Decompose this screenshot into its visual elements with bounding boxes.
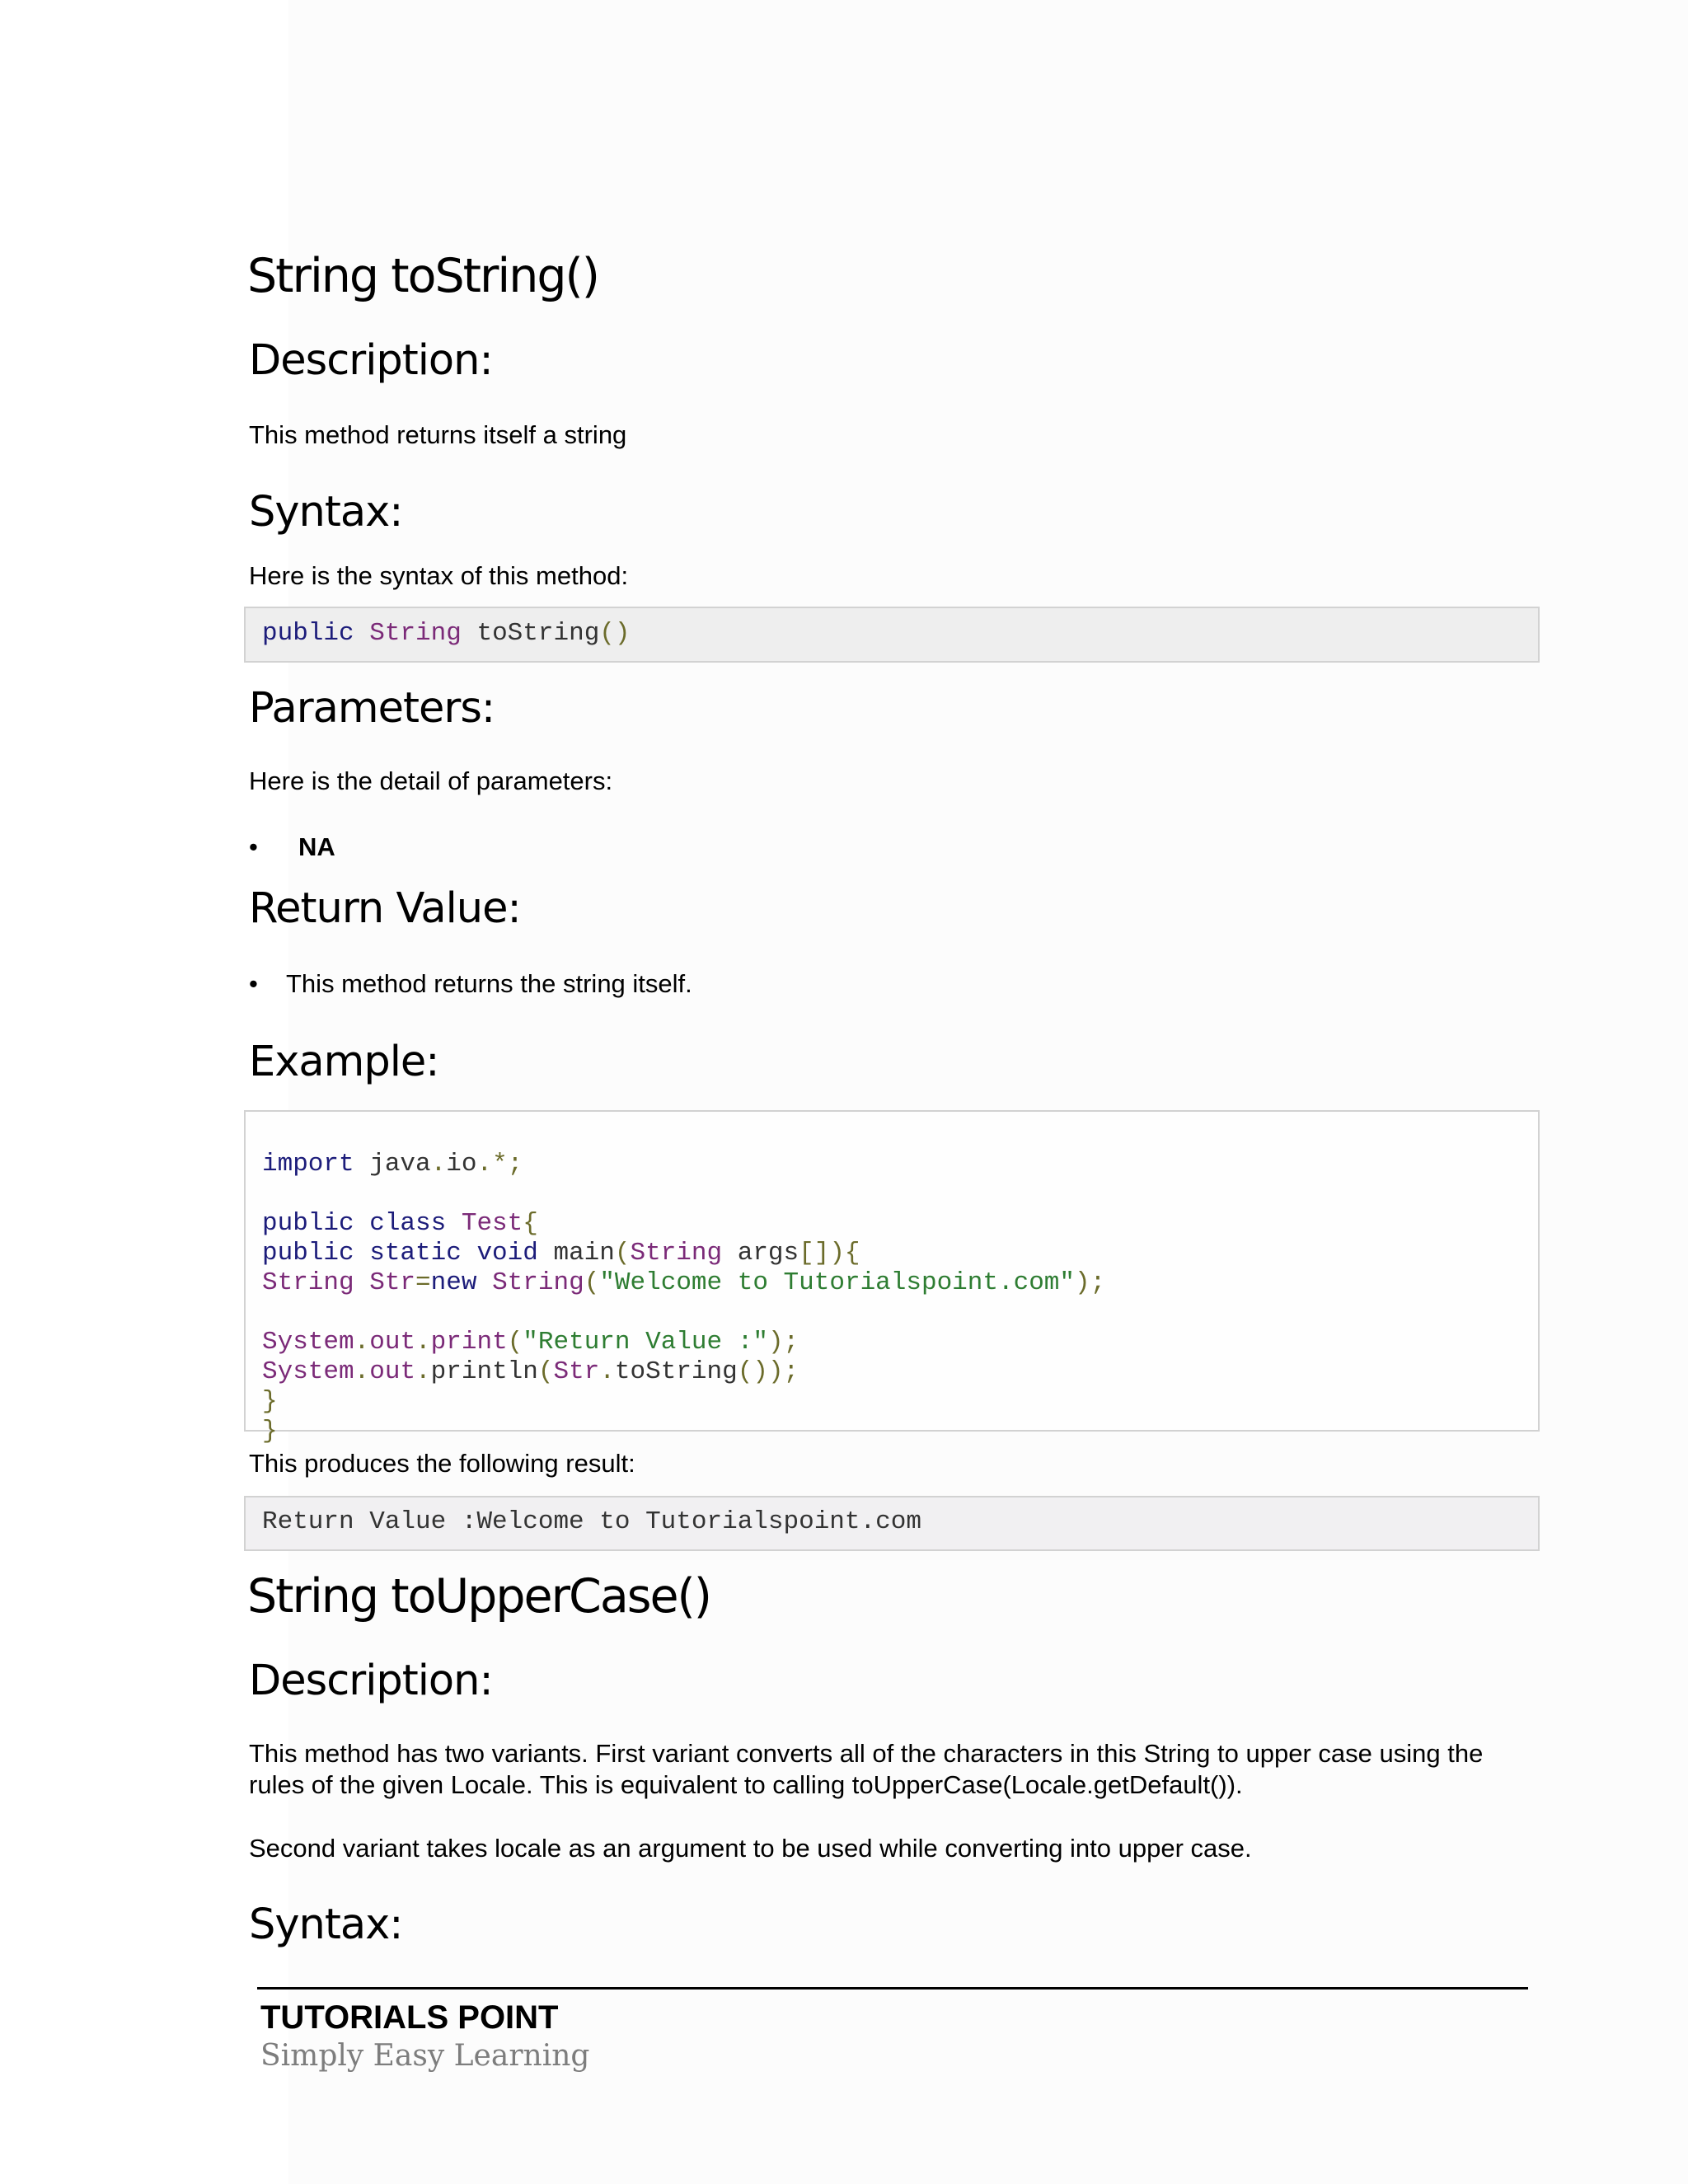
code-token: import: [262, 1150, 354, 1179]
code-token: print: [430, 1328, 508, 1357]
code-token: Str: [354, 1268, 416, 1297]
code-token: System: [262, 1357, 354, 1386]
code-token: );: [1075, 1268, 1106, 1297]
code-token: Test: [446, 1209, 523, 1238]
code-token: main: [537, 1239, 615, 1268]
bullet-icon: •: [249, 832, 258, 861]
code-token: io: [446, 1150, 477, 1179]
code-line: [262, 1328, 1538, 1357]
code-line: [262, 1209, 1538, 1239]
code-token: System: [262, 1328, 354, 1357]
code-token: .: [430, 1150, 447, 1179]
description-text-line-1: This method has two variants. First variant converts all of the characters in this String to upper case using the: [249, 1739, 1484, 1768]
section-title-touppercase: String toUpperCase(): [247, 1569, 711, 1624]
code-line-blank: [262, 1298, 1538, 1328]
footer-divider: [257, 1987, 1528, 1990]
code-token: .*;: [476, 1150, 523, 1179]
section-title-tostring: String toString(): [247, 249, 599, 303]
example-code-block: [244, 1110, 1540, 1446]
code-token: );: [767, 1328, 799, 1357]
code-token: "Return Value :": [523, 1328, 768, 1357]
description-text-line-2: rules of the given Locale. This is equivalent to calling toUpperCase(Locale.getDefault()).: [249, 1770, 1243, 1799]
code-token: .: [415, 1357, 431, 1386]
result-output-block: [244, 1496, 1540, 1551]
code-token: (: [584, 1268, 600, 1297]
code-token: .: [599, 1357, 615, 1386]
code-token: (): [599, 619, 631, 648]
code-line: [262, 1150, 1538, 1179]
description-text-2: Second variant takes locale as an argument to be used while converting into upper case.: [249, 1834, 1252, 1863]
bullet-icon: •: [249, 969, 258, 998]
code-token: String: [476, 1268, 584, 1297]
code-token: String: [630, 1239, 723, 1268]
code-token: {: [523, 1209, 538, 1238]
footer-brand: TUTORIALS POINT: [260, 1999, 559, 2036]
code-token: public: [262, 1209, 354, 1238]
code-token: (: [614, 1239, 631, 1268]
code-token: java: [354, 1150, 431, 1179]
syntax-heading: Syntax:: [249, 1900, 403, 1949]
syntax-heading: Syntax:: [249, 488, 403, 537]
code-token: public: [262, 619, 354, 648]
code-token: println: [430, 1357, 538, 1386]
code-token: public static void: [262, 1239, 538, 1268]
code-line: [262, 1239, 1538, 1268]
code-token: ());: [737, 1357, 799, 1386]
code-token: toString: [614, 1357, 738, 1386]
code-token: out: [369, 1328, 416, 1357]
example-heading: Example:: [249, 1038, 439, 1086]
code-token: .: [354, 1328, 370, 1357]
code-token: .: [415, 1328, 431, 1357]
code-token: }: [262, 1387, 278, 1416]
code-token: String: [262, 1268, 354, 1297]
syntax-code-block: [244, 607, 1540, 663]
code-token: args: [722, 1239, 799, 1268]
syntax-intro: Here is the syntax of this method:: [249, 561, 629, 590]
code-token: Str: [553, 1357, 600, 1386]
code-token: new: [430, 1268, 477, 1297]
code-token: (: [537, 1357, 554, 1386]
description-heading: Description:: [249, 336, 493, 385]
return-value-heading: Return Value:: [249, 884, 521, 933]
code-line-blank: [262, 1179, 1538, 1209]
parameter-name: NA: [298, 832, 335, 861]
code-token: toString: [476, 619, 600, 648]
parameters-intro: Here is the detail of parameters:: [249, 766, 613, 795]
code-line: [262, 1268, 1538, 1298]
code-line: [262, 1417, 1538, 1446]
code-token: class: [354, 1209, 447, 1238]
code-token: "Welcome to Tutorialspoint.com": [599, 1268, 1076, 1297]
code-line: [262, 1357, 1538, 1387]
return-item-text: This method returns the string itself.: [286, 969, 692, 998]
code-token: []){: [799, 1239, 860, 1268]
code-token: }: [262, 1417, 278, 1446]
footer-tagline: Simply Easy Learning: [260, 2039, 590, 2073]
result-output-text: Return Value :Welcome to Tutorialspoint.com: [262, 1507, 921, 1536]
result-intro: This produces the following result:: [249, 1449, 635, 1478]
description-text: This method returns itself a string: [249, 420, 627, 449]
code-token: (: [507, 1328, 523, 1357]
code-token: =: [415, 1268, 431, 1297]
code-token: out: [369, 1357, 416, 1386]
code-line: [262, 1387, 1538, 1417]
code-token: .: [354, 1357, 370, 1386]
description-heading: Description:: [249, 1657, 493, 1705]
parameters-heading: Parameters:: [249, 684, 495, 733]
code-token: String: [369, 619, 462, 648]
